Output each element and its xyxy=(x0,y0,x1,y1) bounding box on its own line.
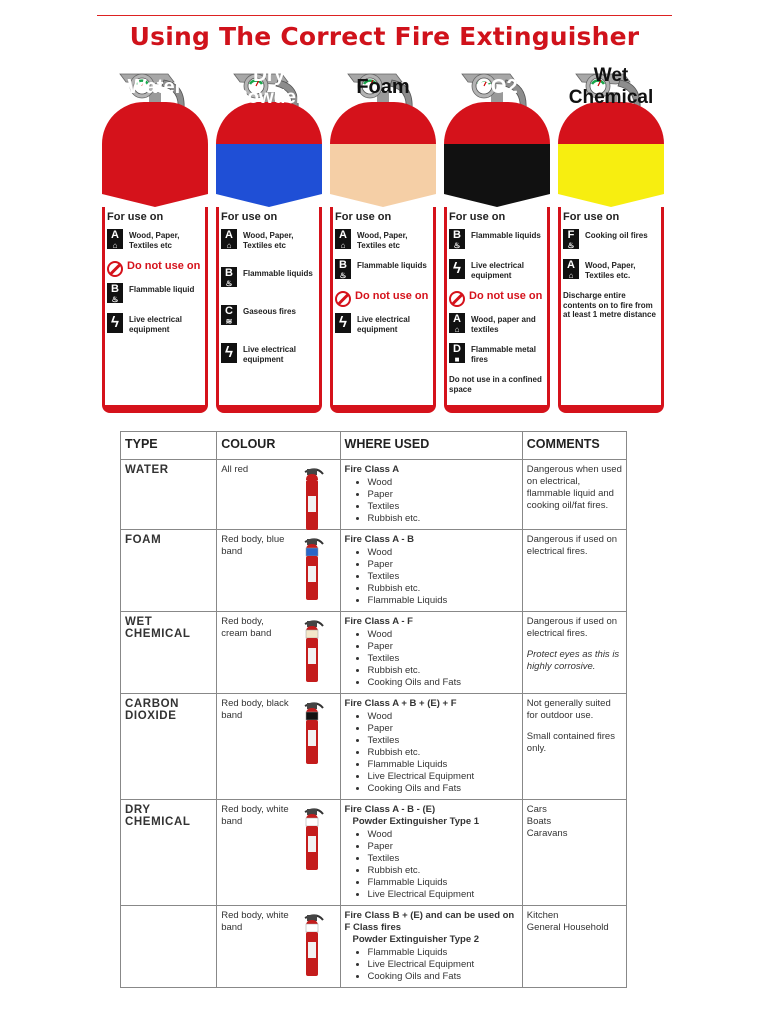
comment-line: Dangerous if used on electrical fires. xyxy=(526,534,618,557)
where-used-cell xyxy=(340,530,522,612)
fire-class-text: Flammable liquids xyxy=(243,269,313,278)
flame-icon: B ♨ xyxy=(221,267,237,287)
header-colour: COLOUR xyxy=(217,432,340,460)
wood-icon: A ⌂ xyxy=(563,259,579,279)
metal-icon: D ■ xyxy=(449,343,465,363)
fire-class-text: Live electrical equipment xyxy=(243,345,296,364)
flame-icon: B ♨ xyxy=(449,229,465,249)
for-use-heading: For use on xyxy=(107,211,164,223)
fire-class-row xyxy=(107,313,205,337)
extinguisher-name xyxy=(102,62,208,112)
top-rule xyxy=(97,15,672,16)
where-used-item: • Cooking Oils and Fats xyxy=(368,783,518,795)
fire-class-letter: B xyxy=(339,259,347,271)
comment-line: Dangerous if used on electrical fires. xyxy=(526,616,618,639)
fire-class-letter: B xyxy=(111,283,119,295)
fire-class-letter: F xyxy=(567,229,575,241)
table-row xyxy=(121,694,627,800)
fire-class-row xyxy=(335,259,433,283)
header-comments: COMMENTS xyxy=(522,432,626,460)
fire-class-text: Live electrical equipment xyxy=(471,261,524,280)
do-not-use-label: Do not use on xyxy=(127,260,201,272)
fire-class-letter: B xyxy=(225,267,233,279)
where-used-list xyxy=(345,711,518,795)
where-used-item: • Wood xyxy=(368,829,518,841)
colour-text: Red body, black band xyxy=(221,698,289,721)
fire-class-letter: A xyxy=(225,229,233,241)
where-used-item: • Paper xyxy=(368,489,518,501)
fire-class-text: Gaseous fires xyxy=(243,307,296,316)
type-cell: WET CHEMICAL xyxy=(121,612,217,694)
where-used-item: • Live Electrical Equipment xyxy=(368,889,518,901)
fire-class-text: Wood, Paper, Textiles etc xyxy=(129,231,180,250)
extinguisher-name xyxy=(444,62,550,112)
name-line-2: Powder xyxy=(234,87,304,108)
where-used-item: • Live Electrical Equipment xyxy=(368,771,518,783)
comments-cell xyxy=(522,906,626,988)
flame-icon: B ♨ xyxy=(335,259,351,279)
fire-class-row xyxy=(335,313,433,337)
extinguisher-card xyxy=(102,62,208,414)
fire-class-label: Fire Class A - F xyxy=(344,616,413,627)
where-used-item: • Flammable Liquids xyxy=(368,877,518,889)
extinguisher-base xyxy=(444,405,550,413)
table-row xyxy=(121,906,627,988)
where-used-item: • Textiles xyxy=(368,501,518,513)
where-used-cell xyxy=(340,800,522,906)
powder-type-label: Powder Extinguisher Type 2 xyxy=(352,934,480,945)
where-used-item: • Paper xyxy=(368,641,518,653)
extinguisher-icon xyxy=(297,616,327,686)
extinguisher-card xyxy=(558,62,664,414)
extinguisher-base xyxy=(102,405,208,413)
where-used-list xyxy=(345,629,518,689)
where-used-list xyxy=(345,477,518,525)
extinguisher-card xyxy=(330,62,436,414)
lightning-icon: ϟ xyxy=(449,259,465,279)
fire-class-row xyxy=(107,283,205,307)
extinguisher-name xyxy=(216,62,322,112)
extinguisher-card xyxy=(216,62,322,414)
fire-class-letter: C xyxy=(225,305,233,317)
comment-line: Small contained fires only. xyxy=(526,731,615,754)
extinguisher-icon xyxy=(297,804,327,874)
comment-line: General Household xyxy=(526,922,609,933)
colour-cell xyxy=(217,530,340,612)
fire-class-letter: B xyxy=(453,229,461,241)
extinguisher-body xyxy=(102,207,208,405)
fire-class-row xyxy=(449,343,547,367)
where-used-item: • Textiles xyxy=(368,735,518,747)
do-not-use-row xyxy=(449,291,549,307)
colour-band xyxy=(558,144,664,207)
flame-icon: B ♨ xyxy=(107,283,123,303)
where-used-list xyxy=(345,947,518,983)
where-used-item: • Paper xyxy=(368,841,518,853)
for-use-heading: For use on xyxy=(563,211,620,223)
where-used-item: • Rubbish etc. xyxy=(368,513,518,525)
where-used-item: • Flammable Liquids xyxy=(368,759,518,771)
prohibited-icon xyxy=(335,291,351,307)
name-line-2: Chemical xyxy=(568,87,654,108)
extinguisher-icon xyxy=(297,464,327,534)
extinguisher-base xyxy=(558,405,664,413)
comment-line: Caravans xyxy=(526,828,568,839)
table-header-row xyxy=(121,432,627,460)
usage-note: Discharge entire contents on to fire from at least 1 metre distance xyxy=(563,291,656,319)
type-cell: WATER xyxy=(121,460,217,530)
wood-icon: A ⌂ xyxy=(449,313,465,333)
usage-panel xyxy=(447,207,547,405)
where-used-item: • Wood xyxy=(368,629,518,641)
usage-panel xyxy=(105,207,205,405)
type-cell: CARBON DIOXIDE xyxy=(121,694,217,800)
name-line-1: CO2 xyxy=(476,76,518,98)
type-cell: FOAM xyxy=(121,530,217,612)
comment-line: Cars xyxy=(526,804,547,815)
where-used-item: • Wood xyxy=(368,477,518,489)
lightning-icon: ϟ xyxy=(107,313,123,333)
wood-icon: A ⌂ xyxy=(335,229,351,249)
prohibited-icon xyxy=(107,261,123,277)
usage-panel xyxy=(219,207,319,405)
usage-panel xyxy=(561,207,661,405)
extinguisher-body xyxy=(558,207,664,405)
fire-class-row xyxy=(563,229,661,253)
table-row xyxy=(121,460,627,530)
fire-class-row xyxy=(221,343,319,367)
comment-line: Kitchen xyxy=(526,910,559,921)
extinguisher-base xyxy=(216,405,322,413)
comments-cell xyxy=(522,460,626,530)
fire-class-letter: A xyxy=(339,229,347,241)
where-used-item: • Live Electrical Equipment xyxy=(368,959,518,971)
do-not-use-label: Do not use on xyxy=(469,290,543,302)
fire-class-label: Fire Class A - B xyxy=(344,534,415,545)
extinguisher-body xyxy=(216,207,322,405)
extinguisher-base xyxy=(330,405,436,413)
where-used-item: • Wood xyxy=(368,547,518,559)
table-row xyxy=(121,530,627,612)
powder-type-label: Powder Extinguisher Type 1 xyxy=(352,816,480,827)
fire-class-label: Fire Class A + B + (E) + F xyxy=(344,698,457,709)
extinguisher-icon xyxy=(297,534,327,604)
fire-class-text: Flammable metal fires xyxy=(471,345,536,364)
where-used-cell xyxy=(340,694,522,800)
fire-class-row xyxy=(449,259,547,283)
fire-class-label: Fire Class B + (E) and can be used on F Class fires xyxy=(344,910,515,933)
extinguisher-body xyxy=(330,207,436,405)
fire-class-text: Wood, Paper, Textiles etc. xyxy=(585,261,636,280)
extinguisher-body xyxy=(444,207,550,405)
where-used-item: • Rubbish etc. xyxy=(368,865,518,877)
poster-title: Using The Correct Fire Extinguisher xyxy=(129,22,640,51)
table-body xyxy=(121,460,627,988)
fire-class-row xyxy=(449,229,547,253)
fire-class-letter: A xyxy=(567,259,575,271)
header-where-used: WHERE USED xyxy=(340,432,522,460)
extinguisher-icon xyxy=(297,698,327,768)
colour-band xyxy=(330,144,436,207)
extinguisher-icon xyxy=(297,910,327,980)
name-line-1: Foam xyxy=(356,76,410,98)
where-used-item: • Textiles xyxy=(368,653,518,665)
fire-class-text: Wood, Paper, Textiles etc xyxy=(357,231,408,250)
extinguisher-name xyxy=(558,62,664,112)
where-used-item: • Cooking Oils and Fats xyxy=(368,677,518,689)
colour-band xyxy=(444,144,550,207)
comment-warning: Protect eyes as this is highly corrosive. xyxy=(526,649,620,672)
where-used-item: • Flammable Liquids xyxy=(368,595,518,607)
fire-class-row xyxy=(221,305,319,329)
table-row xyxy=(121,800,627,906)
wood-icon: A ⌂ xyxy=(107,229,123,249)
gas-icon: C ≋ xyxy=(221,305,237,325)
colour-text: All red xyxy=(221,464,249,475)
fire-class-text: Cooking oil fires xyxy=(585,231,648,240)
fire-class-row xyxy=(563,259,661,283)
extinguisher-card xyxy=(444,62,550,414)
for-use-heading: For use on xyxy=(221,211,278,223)
fire-class-row xyxy=(221,229,319,253)
comments-cell xyxy=(522,612,626,694)
colour-text: Red body, white band xyxy=(221,910,289,933)
wood-icon: A ⌂ xyxy=(221,229,237,249)
colour-cell xyxy=(217,906,340,988)
colour-cell xyxy=(217,800,340,906)
where-used-item: • Cooking Oils and Fats xyxy=(368,971,518,983)
usage-panel xyxy=(333,207,433,405)
comment-line: Boats xyxy=(526,816,552,827)
extinguisher-name xyxy=(330,62,436,112)
colour-cell xyxy=(217,460,340,530)
fire-class-text: Flammable liquids xyxy=(471,231,541,240)
name-line-1: Water xyxy=(127,76,183,98)
colour-text: Red body, blue band xyxy=(221,534,285,557)
type-cell xyxy=(121,906,217,988)
name-line-1: Wet xyxy=(593,65,629,86)
where-used-item: • Rubbish etc. xyxy=(368,665,518,677)
do-not-use-label: Do not use on xyxy=(355,290,429,302)
header-type: TYPE xyxy=(121,432,217,460)
colour-cell xyxy=(217,612,340,694)
colour-cell xyxy=(217,694,340,800)
fire-class-letter: A xyxy=(453,313,461,325)
where-used-list xyxy=(345,829,518,901)
lightning-icon: ϟ xyxy=(335,313,351,333)
extinguisher-table xyxy=(120,431,627,988)
table-row xyxy=(121,612,627,694)
where-used-item: • Flammable Liquids xyxy=(368,947,518,959)
where-used-list xyxy=(345,547,518,607)
for-use-heading: For use on xyxy=(335,211,392,223)
where-used-cell xyxy=(340,612,522,694)
where-used-item: • Paper xyxy=(368,723,518,735)
where-used-item: • Rubbish etc. xyxy=(368,747,518,759)
for-use-heading: For use on xyxy=(449,211,506,223)
comments-cell xyxy=(522,694,626,800)
where-used-cell xyxy=(340,906,522,988)
where-used-item: • Textiles xyxy=(368,571,518,583)
type-cell: DRY CHEMICAL xyxy=(121,800,217,906)
where-used-item: • Paper xyxy=(368,559,518,571)
fire-class-row xyxy=(449,313,547,337)
where-used-item: • Rubbish etc. xyxy=(368,583,518,595)
cooking-oil-icon: F ♨ xyxy=(563,229,579,249)
colour-band xyxy=(216,144,322,207)
fire-class-text: Wood, paper and textiles xyxy=(471,315,536,334)
comment-line: Not generally suited for outdoor use. xyxy=(526,698,611,721)
prohibited-icon xyxy=(449,291,465,307)
name-line-1: Dry xyxy=(253,65,285,86)
do-not-use-row xyxy=(107,261,207,277)
usage-note: Do not use in a confined space xyxy=(449,375,542,394)
fire-class-row xyxy=(107,229,205,253)
fire-class-label: Fire Class A xyxy=(344,464,400,475)
comments-cell xyxy=(522,530,626,612)
fire-class-letter: A xyxy=(111,229,119,241)
fire-class-text: Live electrical equipment xyxy=(129,315,182,334)
where-used-item: • Textiles xyxy=(368,853,518,865)
colour-text: Red body, cream band xyxy=(221,616,272,639)
where-used-cell xyxy=(340,460,522,530)
do-not-use-row xyxy=(335,291,435,307)
fire-class-text: Live electrical equipment xyxy=(357,315,410,334)
lightning-icon: ϟ xyxy=(221,343,237,363)
fire-class-text: Flammable liquids xyxy=(357,261,427,270)
colour-text: Red body, white band xyxy=(221,804,289,827)
fire-class-row xyxy=(221,267,319,291)
comments-cell xyxy=(522,800,626,906)
fire-class-row xyxy=(335,229,433,253)
fire-class-letter: D xyxy=(453,343,461,355)
colour-band xyxy=(102,144,208,207)
fire-class-label: Fire Class A - B - (E) xyxy=(344,804,436,815)
comment-line: Dangerous when used on electrical, flammable liquid and cooking oil/fat fires. xyxy=(526,464,622,511)
fire-class-text: Wood, Paper, Textiles etc xyxy=(243,231,294,250)
where-used-item: • Wood xyxy=(368,711,518,723)
fire-class-text: Flammable liquid xyxy=(129,285,195,294)
